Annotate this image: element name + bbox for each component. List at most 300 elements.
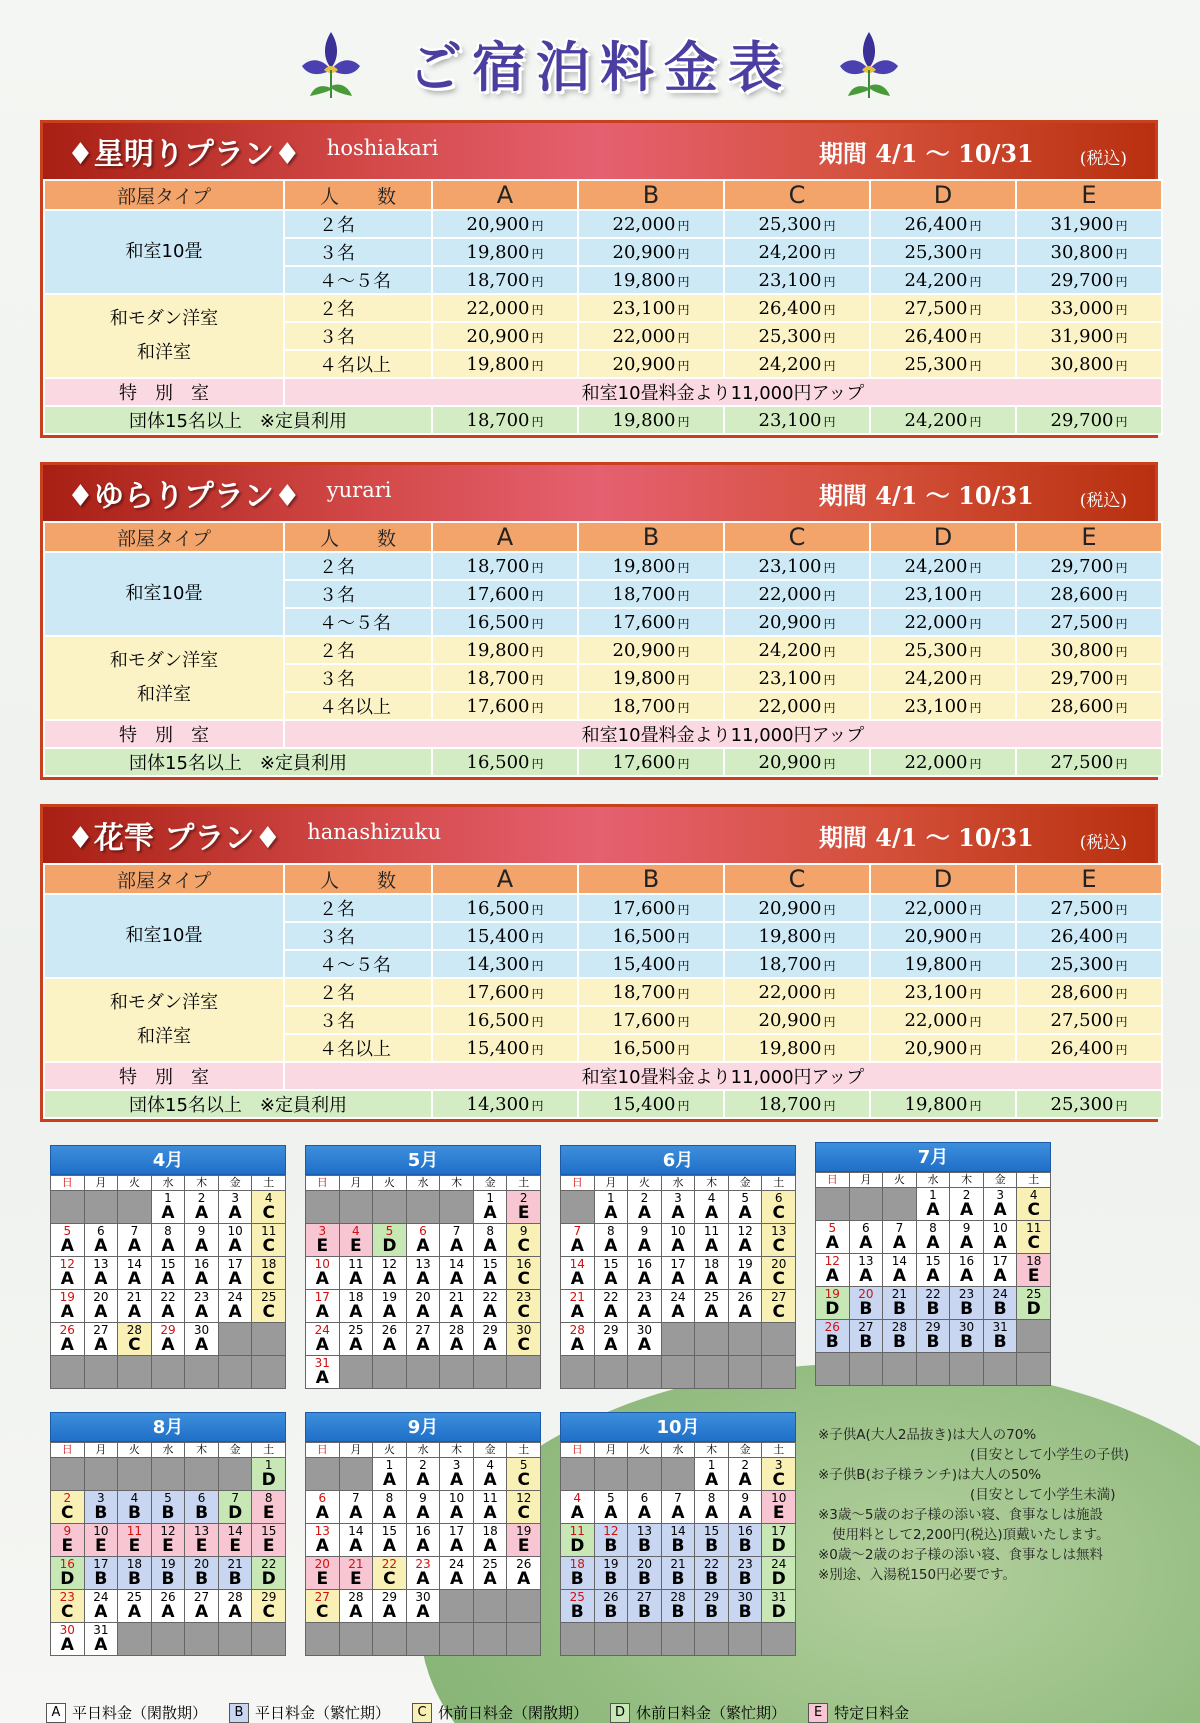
header-row [44,180,1162,210]
calendar-day[interactable] [152,1191,186,1224]
calendar-day[interactable] [662,1491,696,1524]
calendar-day[interactable] [561,1224,595,1257]
calendar-day[interactable] [917,1188,951,1221]
price-value: 23,100 [612,297,676,319]
rate-rank: A [570,1503,584,1523]
yen-unit: 円 [677,218,690,233]
calendar-day[interactable] [762,1290,796,1323]
yen-unit: 円 [1115,560,1128,575]
price-cell [870,1090,1016,1118]
calendar-day[interactable] [440,1491,474,1524]
calendar-day[interactable] [628,1224,662,1257]
calendar-day[interactable] [185,1491,219,1524]
calendar-day[interactable] [152,1257,186,1290]
price-value: 19,800 [612,555,676,577]
calendar-day[interactable] [440,1290,474,1323]
calendar-day[interactable] [595,1191,629,1224]
calendar-day[interactable] [474,1257,508,1290]
rate-rank: A [315,1503,329,1523]
group-note: ※定員利用 [241,753,347,774]
day-number: 18 [703,1257,720,1271]
calendar-day[interactable] [917,1254,951,1287]
calendar-day[interactable] [950,1287,984,1320]
calendar-day[interactable] [1017,1188,1051,1221]
calendar-day[interactable] [507,1458,541,1491]
calendar-day[interactable] [950,1188,984,1221]
calendar-day[interactable] [984,1254,1018,1287]
calendar-day[interactable] [561,1557,595,1590]
calendar-day[interactable] [152,1524,186,1557]
day-number: 18 [482,1524,498,1538]
calendar-day[interactable] [185,1191,219,1224]
day-number: 10 [992,1221,1008,1235]
calendar-day[interactable] [762,1257,796,1290]
calendar-day[interactable] [185,1257,219,1290]
calendar-day[interactable] [729,1191,763,1224]
calendar-day[interactable] [595,1557,629,1590]
calendar-day[interactable] [440,1323,474,1356]
calendar-day[interactable] [252,1590,286,1623]
day-number: 25 [703,1290,720,1304]
calendar-day[interactable] [984,1188,1018,1221]
calendar-day[interactable] [917,1221,951,1254]
calendar-day[interactable] [340,1557,374,1590]
calendar-day[interactable] [729,1290,763,1323]
calendar-day[interactable] [185,1524,219,1557]
calendar-day[interactable] [407,1557,441,1590]
calendar-day[interactable] [306,1224,340,1257]
calendar-day[interactable] [51,1290,85,1323]
table-row [44,210,1162,238]
calendar-day[interactable] [850,1320,884,1353]
calendar-day[interactable] [595,1257,629,1290]
calendar-day[interactable] [950,1221,984,1254]
calendar-day[interactable] [85,1257,119,1290]
calendar-day[interactable] [595,1323,629,1356]
rate-rank: E [162,1536,174,1556]
weekday-label: 日 [561,1176,595,1191]
calendar-day[interactable] [118,1491,152,1524]
calendar-day[interactable] [252,1224,286,1257]
calendar-day[interactable] [883,1320,917,1353]
calendar-day[interactable] [628,1590,662,1623]
calendar-grid [560,1442,796,1656]
calendar-day[interactable] [507,1491,541,1524]
calendar-day[interactable] [306,1323,340,1356]
calendar-day[interactable] [474,1323,508,1356]
calendar-day[interactable] [474,1557,508,1590]
calendar-day[interactable] [662,1191,696,1224]
calendar-day[interactable] [373,1524,407,1557]
rate-rank: A [416,1269,430,1289]
price-cell [578,210,724,238]
calendar-day[interactable] [850,1254,884,1287]
calendar-day[interactable] [816,1254,850,1287]
calendar-day[interactable] [695,1524,729,1557]
calendar-day[interactable] [440,1224,474,1257]
day-number: 14 [891,1254,908,1268]
calendar-day[interactable] [662,1557,696,1590]
calendar-day[interactable] [340,1491,374,1524]
rate-rank: E [262,1536,275,1556]
calendar-day[interactable] [662,1290,696,1323]
calendar-day[interactable] [219,1590,253,1623]
calendar-day[interactable] [507,1224,541,1257]
calendar-day[interactable] [440,1557,474,1590]
calendar-day[interactable] [407,1590,441,1623]
day-number: 20 [636,1557,653,1571]
calendar-day[interactable] [595,1491,629,1524]
calendar-day[interactable] [729,1224,763,1257]
calendar-day[interactable] [51,1524,85,1557]
calendar-day[interactable] [883,1287,917,1320]
calendar-day[interactable] [306,1524,340,1557]
calendar-day[interactable] [440,1524,474,1557]
calendar-day[interactable] [340,1290,374,1323]
legend-swatch: A [46,1703,66,1723]
calendar-empty-cell [474,1356,508,1389]
calendar-day[interactable] [252,1191,286,1224]
calendar-day[interactable] [1017,1221,1051,1254]
calendar-day[interactable] [185,1323,219,1356]
calendar-day[interactable] [373,1557,407,1590]
calendar-day[interactable] [306,1557,340,1590]
calendar-day[interactable] [407,1224,441,1257]
calendar-day[interactable] [373,1257,407,1290]
day-number: 12 [381,1257,398,1271]
calendar-day[interactable] [984,1221,1018,1254]
price-value: 18,700 [466,555,530,577]
calendar-day[interactable] [762,1224,796,1257]
calendar-day[interactable] [118,1590,152,1623]
calendar-day[interactable] [507,1290,541,1323]
day-number: 27 [858,1320,874,1334]
calendar-day[interactable] [407,1257,441,1290]
calendar-day[interactable] [118,1290,152,1323]
calendar-day[interactable] [340,1323,374,1356]
calendar-day[interactable] [474,1224,508,1257]
rate-rank: A [382,1335,396,1355]
calendar-day[interactable] [51,1257,85,1290]
calendar-day[interactable] [762,1491,796,1524]
calendar-day[interactable] [51,1557,85,1590]
calendar-day[interactable] [816,1320,850,1353]
calendar-day[interactable] [152,1224,186,1257]
calendar-day[interactable] [252,1257,286,1290]
rate-rank: A [570,1302,584,1322]
calendar-day[interactable] [152,1491,186,1524]
rate-rank: E [262,1503,275,1523]
calendar-day[interactable] [507,1257,541,1290]
calendar-day[interactable] [762,1458,796,1491]
legend-item [412,1702,588,1723]
calendar-day[interactable] [85,1224,119,1257]
calendar-day[interactable] [628,1491,662,1524]
calendar-empty-cell [407,1623,441,1656]
calendar-day[interactable] [695,1590,729,1623]
day-number: 23 [737,1557,753,1571]
calendar-day[interactable] [474,1524,508,1557]
day-number: 5 [741,1191,749,1205]
calendar-day[interactable] [595,1290,629,1323]
calendar-day[interactable] [219,1557,253,1590]
calendar-day[interactable] [850,1287,884,1320]
calendar-day[interactable] [306,1356,340,1389]
calendar-day[interactable] [407,1524,441,1557]
day-number: 16 [958,1254,975,1268]
calendar-day[interactable] [373,1491,407,1524]
calendar-day[interactable] [1017,1287,1051,1320]
calendar-day[interactable] [185,1557,219,1590]
calendar-day[interactable] [561,1323,595,1356]
calendar-day[interactable] [306,1491,340,1524]
calendar-day[interactable] [340,1257,374,1290]
calendar-day[interactable] [440,1458,474,1491]
calendar-day[interactable] [152,1557,186,1590]
calendar-day[interactable] [695,1290,729,1323]
calendar-day[interactable] [695,1191,729,1224]
calendar-day[interactable] [85,1491,119,1524]
calendar-day[interactable] [440,1257,474,1290]
calendar-day[interactable] [950,1254,984,1287]
price-cell [870,350,1016,378]
day-number: 30 [636,1323,653,1337]
calendar-day[interactable] [118,1524,152,1557]
day-number: 7 [130,1224,139,1238]
calendar-day[interactable] [507,1191,541,1224]
rate-rank: A [416,1236,430,1256]
calendar-day[interactable] [762,1524,796,1557]
calendar-day[interactable] [729,1257,763,1290]
group-note: ※定員利用 [241,411,347,432]
calendar-day[interactable] [628,1257,662,1290]
calendar-day[interactable] [340,1590,374,1623]
rate-rank: A [228,1269,242,1289]
calendar-day[interactable] [984,1287,1018,1320]
calendar-day[interactable] [1017,1254,1051,1287]
calendar-empty-cell [440,1356,474,1389]
calendar-day[interactable] [373,1458,407,1491]
calendar-day[interactable] [474,1491,508,1524]
calendar-day[interactable] [729,1590,763,1623]
calendar-day[interactable] [816,1287,850,1320]
calendar-day[interactable] [219,1491,253,1524]
calendar-day[interactable] [219,1290,253,1323]
rate-rank: A [349,1269,363,1289]
calendar-day[interactable] [816,1221,850,1254]
calendar-day[interactable] [762,1191,796,1224]
calendar-day[interactable] [152,1290,186,1323]
calendar-day[interactable] [306,1257,340,1290]
calendar-day[interactable] [51,1224,85,1257]
rate-rank: A [127,1269,141,1289]
calendar-day[interactable] [85,1323,119,1356]
calendar-day[interactable] [252,1458,286,1491]
count-header: 人 数 [284,522,432,552]
calendar-day[interactable] [306,1290,340,1323]
calendar-day[interactable] [762,1590,796,1623]
calendar-day[interactable] [407,1290,441,1323]
calendar-day[interactable] [561,1491,595,1524]
weekday-label: 月 [85,1176,119,1191]
calendar-day[interactable] [373,1323,407,1356]
calendar-day[interactable] [507,1524,541,1557]
day-number: 19 [737,1257,753,1271]
price-value: 18,700 [466,667,530,689]
calendar-day[interactable] [185,1590,219,1623]
calendar-day[interactable] [407,1491,441,1524]
calendar-day[interactable] [252,1557,286,1590]
price-value: 20,900 [904,925,968,947]
calendar-day[interactable] [219,1191,253,1224]
day-number: 13 [314,1524,330,1538]
day-number: 22 [603,1290,619,1304]
rate-rank: D [825,1299,840,1319]
calendar-day[interactable] [662,1257,696,1290]
price-value: 23,100 [904,695,968,717]
calendar-day[interactable] [219,1524,253,1557]
calendar-day[interactable] [762,1557,796,1590]
calendar-day[interactable] [950,1320,984,1353]
price-value: 20,900 [758,1009,822,1031]
rate-rank: A [704,1302,719,1322]
month-title: 6月 [560,1145,796,1175]
calendar-day[interactable] [85,1557,119,1590]
calendar-day[interactable] [373,1590,407,1623]
price-cell [432,1090,578,1118]
calendar-day[interactable] [51,1323,85,1356]
calendar-day[interactable] [595,1524,629,1557]
day-number: 28 [670,1590,686,1604]
room-type-cell: 和室10畳 [44,552,284,636]
calendar-day[interactable] [51,1491,85,1524]
rate-rank: C [517,1335,530,1355]
day-number: 21 [891,1287,908,1301]
calendar-day[interactable] [118,1557,152,1590]
price-cell [870,1006,1016,1034]
day-number: 3 [318,1224,327,1238]
calendar-day[interactable] [407,1323,441,1356]
rate-table [43,521,1163,777]
calendar-day[interactable] [595,1590,629,1623]
month-calendar [50,1412,286,1656]
day-number: 7 [231,1491,239,1505]
rate-rank: A [892,1233,906,1253]
calendar-day[interactable] [729,1458,763,1491]
calendar-empty-cell [185,1458,219,1491]
calendar-day[interactable] [883,1254,917,1287]
calendar-day[interactable] [695,1491,729,1524]
price-value: 27,500 [1050,751,1114,773]
day-number: 12 [516,1491,532,1505]
calendar-day[interactable] [561,1524,595,1557]
calendar-day[interactable] [252,1524,286,1557]
calendar-day[interactable] [561,1290,595,1323]
rate-rank: B [738,1536,752,1556]
day-number: 27 [193,1590,210,1604]
calendar-day[interactable] [373,1290,407,1323]
rate-rank: A [517,1569,531,1589]
calendar-empty-cell [850,1353,884,1386]
calendar-day[interactable] [51,1590,85,1623]
calendar-day[interactable] [85,1524,119,1557]
calendar-day[interactable] [662,1590,696,1623]
calendar-day[interactable] [628,1290,662,1323]
calendar-day[interactable] [561,1257,595,1290]
calendar-day[interactable] [474,1458,508,1491]
calendar-day[interactable] [984,1320,1018,1353]
calendar-day[interactable] [85,1290,119,1323]
rate-rank: E [195,1536,208,1556]
calendar-day[interactable] [695,1458,729,1491]
calendar-day[interactable] [51,1623,85,1656]
yen-unit: 円 [531,958,544,973]
calendar-day[interactable] [85,1590,119,1623]
calendar-day[interactable] [340,1224,374,1257]
calendar-day[interactable] [595,1224,629,1257]
calendar-day[interactable] [118,1323,152,1356]
calendar-day[interactable] [407,1458,441,1491]
calendar-day[interactable] [729,1557,763,1590]
calendar-day[interactable] [662,1524,696,1557]
price-cell [1016,664,1162,692]
calendar-day[interactable] [729,1524,763,1557]
calendar-day[interactable] [695,1557,729,1590]
yen-unit: 円 [677,672,690,687]
calendar-day[interactable] [185,1290,219,1323]
calendar-day[interactable] [219,1257,253,1290]
yen-unit: 円 [677,958,690,973]
calendar-day[interactable] [118,1257,152,1290]
calendar-day[interactable] [850,1221,884,1254]
yen-unit: 円 [677,302,690,317]
calendar-day[interactable] [219,1224,253,1257]
calendar-day[interactable] [917,1287,951,1320]
calendar-day[interactable] [474,1191,508,1224]
calendar-day[interactable] [695,1257,729,1290]
calendar-day[interactable] [883,1221,917,1254]
calendar-day[interactable] [628,1557,662,1590]
calendar-day[interactable] [628,1323,662,1356]
calendar-day[interactable] [152,1323,186,1356]
yen-unit: 円 [969,246,982,261]
calendar-day[interactable] [85,1623,119,1656]
calendar-day[interactable] [628,1524,662,1557]
calendar-day[interactable] [340,1524,374,1557]
calendar-day[interactable] [373,1224,407,1257]
calendar-day[interactable] [628,1191,662,1224]
calendar-day[interactable] [474,1290,508,1323]
calendar-day[interactable] [185,1224,219,1257]
calendar-day[interactable] [118,1224,152,1257]
day-number: 20 [858,1287,874,1301]
calendar-day[interactable] [561,1590,595,1623]
calendar-day[interactable] [695,1224,729,1257]
calendar-day[interactable] [662,1224,696,1257]
day-number: 29 [160,1323,176,1337]
calendar-day[interactable] [507,1323,541,1356]
calendar-day[interactable] [507,1557,541,1590]
calendar-day[interactable] [729,1491,763,1524]
calendar-empty-cell [595,1623,629,1656]
calendar-day[interactable] [252,1290,286,1323]
calendar-day[interactable] [252,1491,286,1524]
calendar-day[interactable] [306,1590,340,1623]
rate-rank: A [604,1302,618,1322]
calendar-day[interactable] [152,1590,186,1623]
price-value: 27,500 [1050,611,1114,633]
calendar-day[interactable] [917,1320,951,1353]
